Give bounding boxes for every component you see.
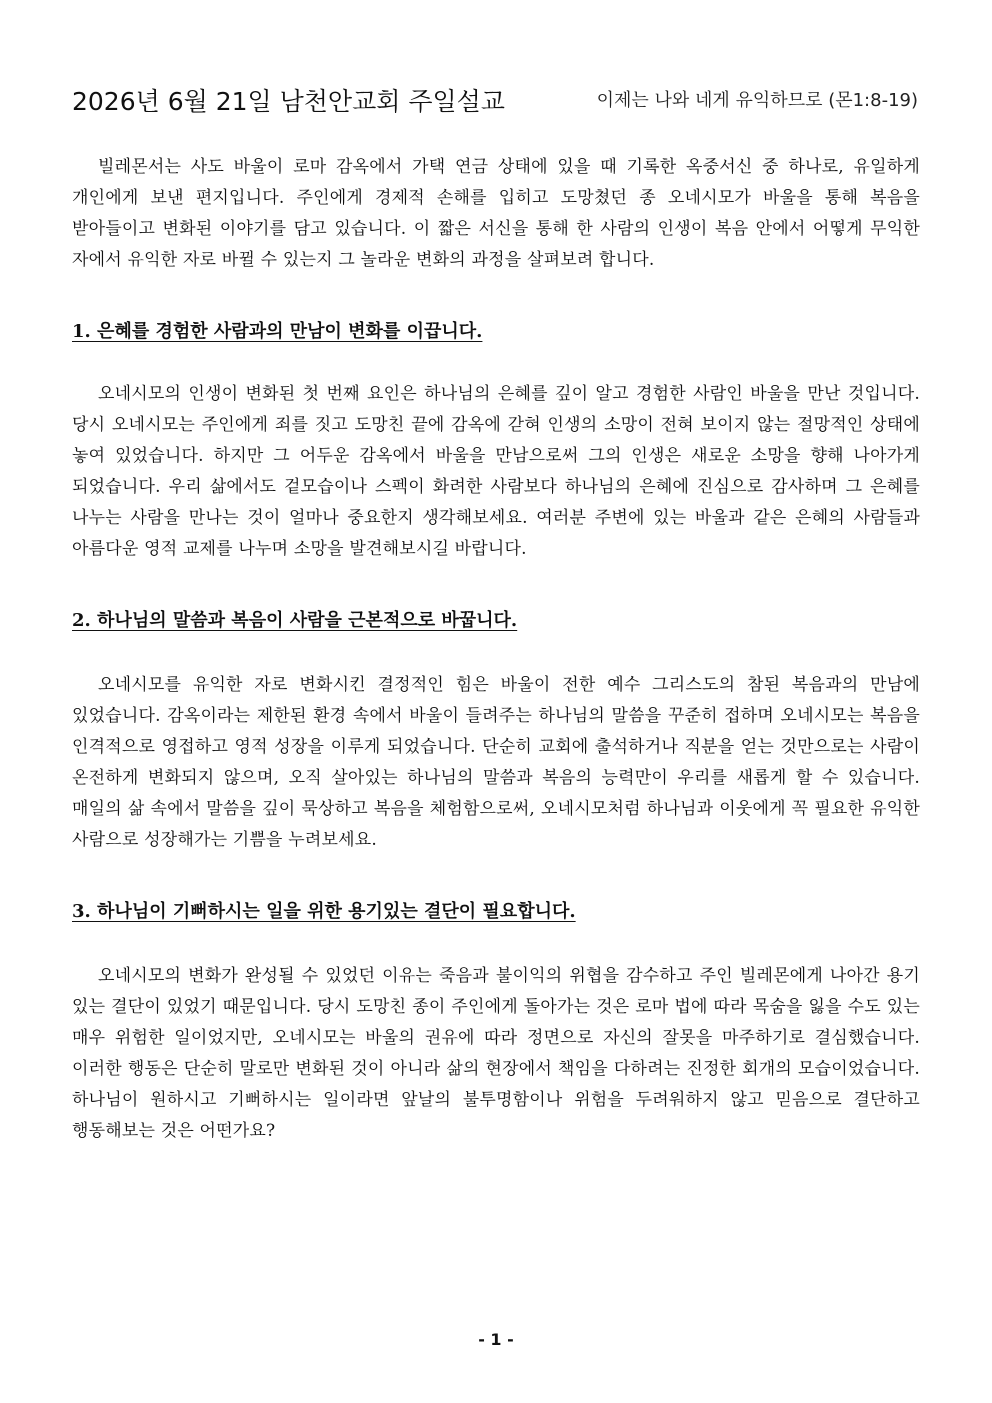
section-2-paragraph: 오네시모를 유익한 자로 변화시킨 결정적인 힘은 바울이 전한 예수 그리스도의 참된 복음과의 만남에 있었습니다. 감옥이라는 제한된 환경 속에서 바울이 들려주는 하나님의 말씀을 꾸준히 접하며 오네시모는 복음을 인격적으로 영접하고 영적 성장을 이루게 되었습니다. 단순히 교회에 출석하거나 직분을 얻는 것만으로는 사람이 온전하게 변화되지 않으며, 오직 살아있는 하나님의 말씀과 복음의 능력만이 우리를 새롭게 할 수 있습니다. 매일의 삶 속에서 말씀을 깊이 묵상하고 복음을 체험함으로써, 오네시모처럼 하나님과 이웃에게 꼭 필요한 유익한 사람으로 성장해가는 기쁨을 누려보세요.: [72, 675, 920, 850]
scripture-reference: 이제는 나와 네게 유익하므로 (몬1:8-19): [596, 90, 918, 111]
page-header: [72, 78, 920, 114]
section-1-heading: 1. 은혜를 경험한 사람과의 만남이 변화를 이끕니다.: [72, 321, 483, 342]
intro-paragraph: 빌레몬서는 사도 바울이 로마 감옥에서 가택 연금 상태에 있을 때 기록한 옥중서신 중 하나로, 유일하게 개인에게 보낸 편지입니다. 주인에게 경제적 손해를 입히고 도망쳤던 종 오네시모가 바울을 통해 복음을 받아들이고 변화된 이야기를 담고 있습니다. 이 짧은 서신을 통해 한 사람의 인생이 복음 안에서 어떻게 무익한 자에서 유익한 자로 바뀔 수 있는지 그 놀라운 변화의 과정을 살펴보려 합니다.: [72, 157, 920, 270]
section-1-paragraph: 오네시모의 인생이 변화된 첫 번째 요인은 하나님의 은혜를 깊이 알고 경험한 사람인 바울을 만난 것입니다. 당시 오네시모는 주인에게 죄를 짓고 도망친 끝에 감옥에 갇혀 인생의 소망이 전혀 보이지 않는 절망적인 상태에 놓여 있었습니다. 하지만 그 어두운 감옥에서 바울을 만남으로써 그의 인생은 새로운 소망을 향해 나아가게 되었습니다. 우리 삶에서도 겉모습이나 스펙이 화려한 사람보다 하나님의 은혜에 진심으로 감사하며 그 은혜를 나누는 사람을 만나는 것이 얼마나 중요한지 생각해보세요. 여러분 주변에 있는 바울과 같은 은혜의 사람들과 아름다운 영적 교제를 나누며 소망을 발견해보시길 바랍니다.: [72, 384, 920, 559]
sermon-title: 2026년 6월 21일 남천안교회 주일설교: [72, 87, 505, 116]
sermon-page: [72, 78, 920, 1147]
section-2-heading: 2. 하나님의 말씀과 복음이 사람을 근본적으로 바꿉니다.: [72, 610, 518, 631]
section-3-paragraph: 오네시모의 변화가 완성될 수 있었던 이유는 죽음과 불이익의 위협을 감수하고 주인 빌레몬에게 나아간 용기 있는 결단이 있었기 때문입니다. 당시 도망친 종이 주인에게 돌아가는 것은 로마 법에 따라 목숨을 잃을 수도 있는 매우 위험한 일이었지만, 오네시모는 바울의 권유에 따라 정면으로 자신의 잘못을 마주하기로 결심했습니다. 이러한 행동은 단순히 말로만 변화된 것이 아니라 삶의 현장에서 책임을 다하려는 진정한 회개의 모습이었습니다. 하나님이 원하시고 기뻐하시는 일이라면 앞날의 불투명함이나 위험을 두려워하지 않고 믿음으로 결단하고 행동해보는 것은 어떤가요?: [72, 966, 920, 1141]
section-3-heading: 3. 하나님이 기뻐하시는 일을 위한 용기있는 결단이 필요합니다.: [72, 901, 576, 922]
page-number: - 1 -: [478, 1330, 514, 1349]
